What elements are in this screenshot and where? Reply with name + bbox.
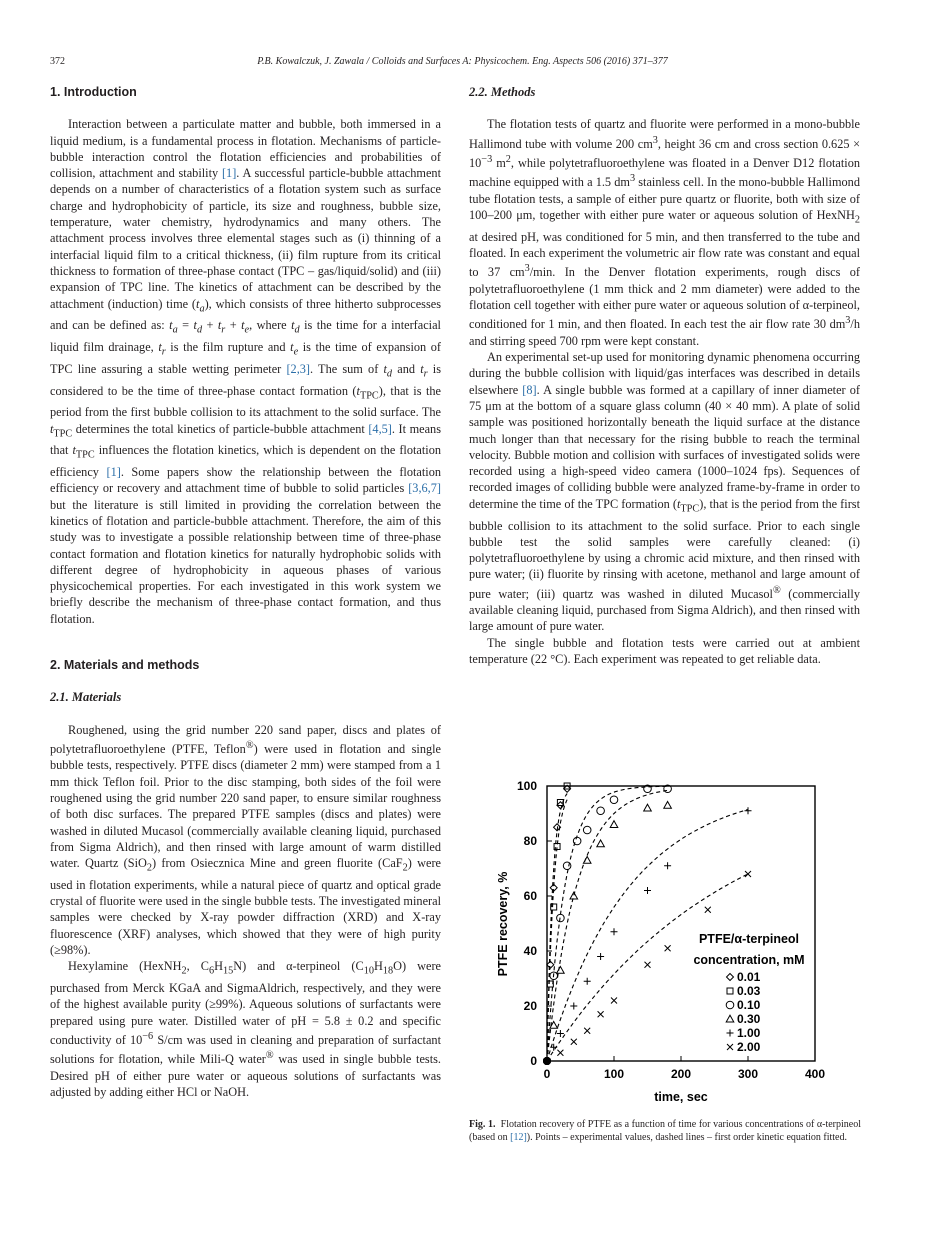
data-point-1.00 <box>664 862 671 869</box>
fit-line-0.30 <box>547 790 668 1061</box>
legend-marker-1.00 <box>727 1030 734 1037</box>
subsection-heading-materials: 2.1. Materials <box>50 690 122 705</box>
legend-title-line-2: concentration, mM <box>693 953 805 967</box>
methods-paragraph-3: The single bubble and flotation tests were carried out at ambient temperature (22 °C). Each experiment was repeated to get reliable data. <box>469 635 860 666</box>
legend-label-0.10: 0.10 <box>737 998 761 1012</box>
data-point-2.00 <box>557 1050 563 1056</box>
subsection-heading-methods: 2.2. Methods <box>469 85 536 99</box>
ref-link-12[interactable]: [12] <box>510 1132 527 1143</box>
legend-label-0.30: 0.30 <box>737 1012 761 1026</box>
ref-link-1b[interactable]: [1] <box>106 465 121 480</box>
data-point-2.00 <box>598 1011 604 1017</box>
right-column <box>469 84 860 667</box>
fit-line-0.01 <box>547 794 567 1062</box>
left-column <box>50 84 441 1100</box>
materials-paragraph-2: Hexylamine (HexNH$_2$, $C_6H_{15}N$) and α-terpineol $(C_{10}H_{18}O)$ were purchased from Merck KGaA and SigmaAldrich, respectively, and they were of the highest available purity (≥99%). Aqueous solutions of surfactants were prepared using pure water. Distilled water of pH = 5.8 ± 0.2 and specific conductivity of $10^{-6}$ S/cm was used in cleaning and preparation of surfactant solutions for flotation, while Mili-Q water® was used in single bubble tests. Desired pH of either pure water or aqueous solutions of surfactants was adjusted by adding either HCl or NaOH. <box>50 959 442 1100</box>
data-point-0.30 <box>597 840 605 847</box>
plot-frame <box>547 786 815 1061</box>
data-point-1.00 <box>597 953 604 960</box>
data-point-1.00 <box>644 887 651 894</box>
data-point-0.30 <box>583 856 591 863</box>
legend-label-2.00: 2.00 <box>737 1040 761 1054</box>
ref-link-8[interactable]: [8] <box>522 382 537 397</box>
legend-label-1.00: 1.00 <box>737 1026 761 1040</box>
ref-link-1[interactable]: [1] <box>221 166 237 181</box>
y-axis-label: PTFE recovery, % <box>496 871 510 977</box>
materials-paragraph-1: Roughened, using the grid number 220 sand paper, discs and plates of polytetrafluoroethylene (PTFE, Teflon®) were used in flotation and single bubble tests, respectively. PTFE discs (diameter 2 mm) were stamped from a 1 mm thick Teflon foil. Prior to the disc stamping, both sides of the foil were roughened using the grid number 220 sand paper, to ensure similar roughness of both disc surfaces. The prepared PTFE samples (discs and plates) were washed in diluted Mucasol (commercially available cleaning liquid, purchased from Sigma Aldrich), and then rinsed with large amount of warm distilled water. Quartz (SiO$_2$) from Osiecznica Mine and green fluorite (CaF$_2$) were used in flotation experiments, while a natural piece of quartz and optical grade crystal of fluorite were used in the single bubble tests. The investigated mineral samples were checked by X-ray powder diffraction (XRD) and X-ray fluorescence (XRF) analyses, which showed that they were of high purity (≥98%). <box>50 722 441 958</box>
fit-line-0.10 <box>547 786 668 1061</box>
data-point-0.10 <box>597 807 605 815</box>
y-tick-label: 40 <box>523 944 537 958</box>
legend-marker-0.10 <box>726 1001 734 1009</box>
ref-link-2-3[interactable]: [2,3] <box>286 361 311 376</box>
legend-label-0.01: 0.01 <box>737 970 761 984</box>
data-point-0.30 <box>644 804 652 811</box>
methods-paragraph-1: The flotation tests of quartz and fluorite were performed in a mono-bubble Hallimond tube with volume 200 $cm^3$, height 36 cm and cross section $0.625 \times 10^{-3}$ $m^2$, while polytetrafluoroethylene was floated in a Denver D12 flotation machine equipped with a 1.5 $dm^3$ stainless cell. In the mono-bubble Hallimond tube flotation tests, a sample of either pure quartz or fluorite, both with size of 100–200 μm, together with either pure water or aqueous solution of HexNH$_2$ at desired pH, was conditioned for 5 min, and then transferred to the tube and floated. In each experiment the volumetric air flow rate was constant and equal to 37 $cm^3/\min$. In the Denver flotation experiments, rough discs of polytetrafluoroethylene (1 mm thick and 2 mm diameter) were added to the flotation cell together with either pure water or aqueous solution of α-terpineol, conditioned for 1 min, and then floated. In each test the air flow rate 30 $dm^3/h$ and stirring speed 700 rpm were kept constant. <box>469 117 861 348</box>
data-point-1.00 <box>550 1044 557 1051</box>
ref-link-3-6-7[interactable]: [3,6,7] <box>408 481 441 496</box>
ref-link-4-5[interactable]: [4,5] <box>368 421 392 436</box>
data-point-2.00 <box>584 1028 590 1034</box>
data-point-0.10 <box>583 826 591 834</box>
fit-line-0.03 <box>547 800 567 1061</box>
legend-title-line-1: PTFE/α-terpineol <box>698 932 800 946</box>
intro-paragraph-1: Interaction between a particulate matter and bubble, both immersed in a liquid medium, is a fundamental process in flotation. Mechanisms of particle-bubble interaction control the flotation efficiencies and probabilities of collision, attachment and stability [1]. A successful particle-bubble attachment depends on a number of characteristics of a flotation system such as surface charge and hydrophobicity of particle, its size and roughness, bubble size, temperature, water chemistry, hydrodynamics and many others. The attachment process involves three elemental stages such as (i) thinning of a interfacial liquid film to a critical thickness, (ii) film rupture from its critical thickness to formation of three-phase contact (TPC – gas/liquid/solid) and (iii) expansion of TPC line. The kinetics of attachment can be described by the attachment (induction) time $(t_a)$, which consists of three hitherto subprocesses and can be defined as: $t_a = t_d + t_r + t_e$, where $t_d$ is the time for a interfacial liquid film drainage, $t_r$ is the film rupture and $t_e$ is the time of expansion of TPC line assuring a stable wetting perimeter [2,3]. The sum of $t_d$ and $t_r$ is considered to be the time of three-phase contact formation $(t_{TPC})$, that is the period from the first bubble collision to its attachment to the solid surface. The $t_{TPC}$ determines the total kinetics of particle-bubble attachment [4,5]. It means that $t_{TPC}$ influences the flotation kinetics, which is dependent on the flotation efficiency [1]. Some papers show the relationship between the flotation efficiency or recovery and attachment time of bubble to solid particles [3,6,7] but the literature is still limited in providing the correlation between the kinetics of flotation and particle-bubble attachment. Therefore, the aim of this study was to investigate a possible relationship between time of three-phase contact formation and flotation kinetics for naturally hydrophobic solids with different degree of hydrophobicity in aqueous phases of various physicochemical properties. For each investigated in this work system we briefly describe the mechanism of three-phase contact formation, and thus flotation. <box>50 117 442 626</box>
y-tick-label: 80 <box>523 834 537 848</box>
data-point-2.00 <box>665 945 671 951</box>
y-tick-label: 0 <box>530 1054 537 1068</box>
data-point-1.00 <box>745 807 752 814</box>
legend-marker-0.30 <box>726 1015 734 1022</box>
data-point-2.00 <box>645 962 651 968</box>
running-title: P.B. Kowalczuk, J. Zawala / Colloids and Surfaces A: Physicochem. Eng. Aspects 506 (2016) 371–377 <box>257 56 668 67</box>
data-point-0.30 <box>610 821 618 828</box>
x-tick-label: 300 <box>737 1067 759 1081</box>
legend-label-0.03: 0.03 <box>737 984 761 998</box>
x-tick-label: 400 <box>804 1067 826 1081</box>
data-point-1.00 <box>611 928 618 935</box>
data-point-2.00 <box>705 907 711 913</box>
x-tick-label: 200 <box>670 1067 692 1081</box>
section-heading-introduction: 1. Introduction <box>50 85 137 99</box>
methods-paragraph-2: An experimental set-up used for monitoring dynamic phenomena occurring during the bubble collision with liquid/gas interfaces was described in details elsewhere [8]. A single bubble was formed at a capillary of inner diameter of 75 μm at the bottom of a square glass column (40 × 40 mm). A plate of solid sample was positioned horizontally beneath the liquid surface at the distance much longer than that necessary for the rising bubble to reach the terminal velocity. Bubble motion and collision with surfaces of investigated solids were recorded using a high-speed video camera (1000–1024 fps). Sequences of recorded images of colliding bubble were analyzed frame-by-frame in order to determine the time of the TPC formation $(t_{TPC})$, that is the period from the first bubble collision to its attachment to the solid surface. Prior to each single bubble test the solid samples were carefully cleaned: (i) polytetrafluoroethylene by using a chromic acid mixture, and then rinsed with pure water; (ii) fluorite by rinsing with acetone, methanol and large amount of pure water; (iii) quartz was washed in diluted Mucasol® (commercially available cleaning liquid, purchased from Sigma Aldrich), and then rinsed with large amount of pure water. <box>469 350 860 634</box>
data-point-0.30 <box>570 892 578 899</box>
data-point-1.00 <box>570 1003 577 1010</box>
data-point-0.30 <box>664 801 672 808</box>
data-point-0.10 <box>610 796 618 804</box>
fit-line-2.00 <box>547 874 748 1061</box>
legend-marker-0.03 <box>727 988 733 994</box>
data-point-2.00 <box>745 871 751 877</box>
page-number: 372 <box>50 56 65 67</box>
legend-marker-2.00 <box>727 1044 733 1050</box>
y-tick-label: 60 <box>523 889 537 903</box>
section-heading-materials-methods: 2. Materials and methods <box>50 658 200 673</box>
data-point-2.00 <box>611 998 617 1004</box>
legend-marker-0.01 <box>727 974 734 981</box>
x-axis-label: time, sec <box>654 1090 708 1104</box>
y-tick-label: 20 <box>523 999 537 1013</box>
data-point-0.30 <box>557 966 565 973</box>
figure-caption: Fig. 1. Flotation recovery of PTFE as a function of time for various concentrations of α-terpineol (based on [12]). Points – experimental values, dashed lines – first order kinetic equation fitted. <box>469 1119 862 1143</box>
data-point-1.00 <box>557 1030 564 1037</box>
x-tick-label: 0 <box>543 1067 551 1081</box>
data-point-origin <box>543 1057 551 1065</box>
y-tick-label: 100 <box>516 779 537 793</box>
data-point-0.10 <box>573 837 581 845</box>
x-tick-label: 100 <box>603 1067 625 1081</box>
data-point-0.10 <box>563 862 571 870</box>
recovery-chart <box>469 772 869 1112</box>
figure-1 <box>469 772 869 1112</box>
data-point-2.00 <box>571 1039 577 1045</box>
data-point-1.00 <box>584 978 591 985</box>
